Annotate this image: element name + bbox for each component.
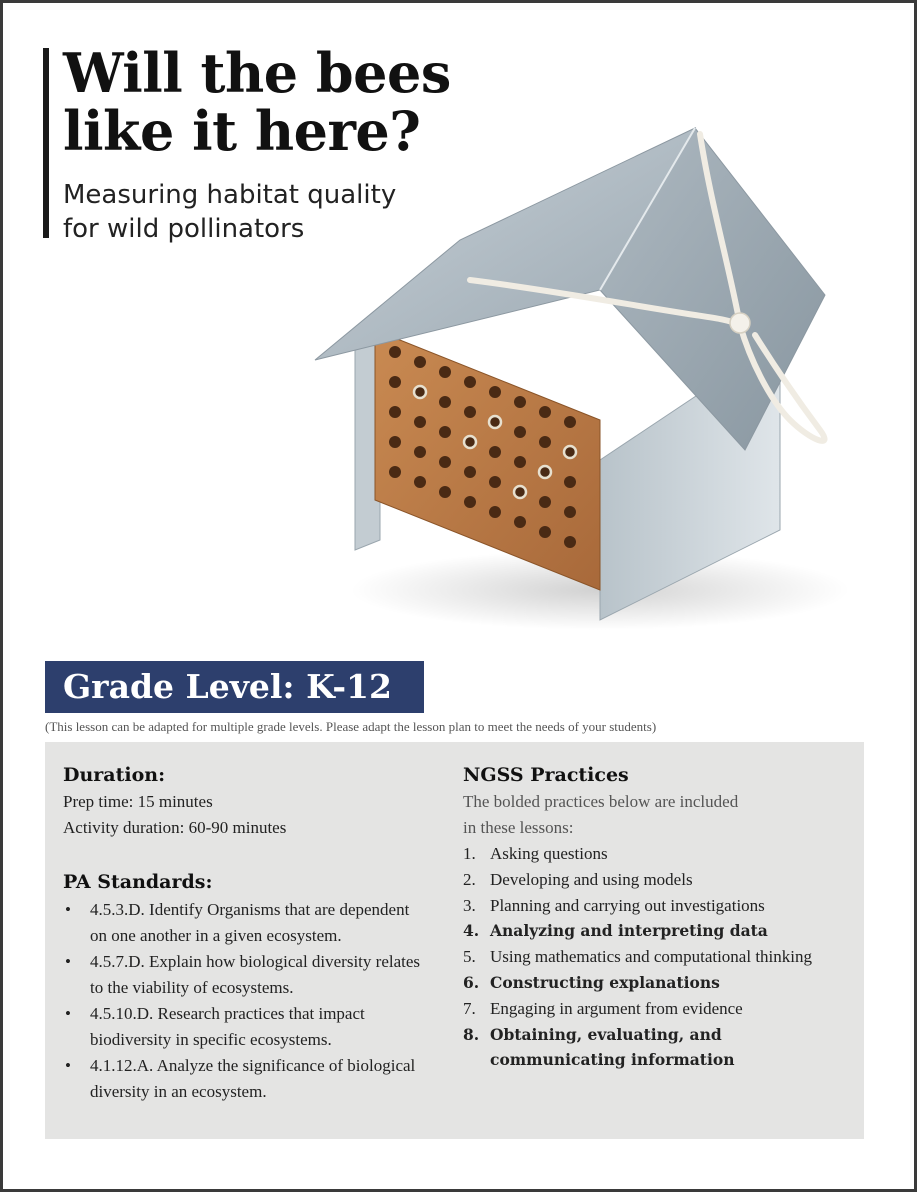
bee-house-illustration — [300, 120, 860, 640]
list-item — [463, 970, 853, 996]
list-item — [463, 918, 853, 944]
list-number: 6. — [463, 972, 480, 992]
list-number: 5. — [463, 947, 476, 967]
list-item — [463, 867, 853, 893]
list-number: 7. — [463, 998, 476, 1018]
list-item: • 4.5.10.D. Research practices that impact biodiversity in specific ecosystems. — [63, 1001, 423, 1053]
list-item — [463, 893, 853, 919]
list-item: • 4.5.3.D. Identify Organisms that are dependent on one another in a given ecosystem. — [63, 897, 423, 949]
list-number: 8. — [463, 1024, 480, 1044]
list-number: 3. — [463, 895, 476, 915]
duration-heading: Duration: — [63, 764, 166, 786]
ngss-intro-line-1: The bolded practices below are included — [463, 792, 739, 811]
ngss-heading: NGSS Practices — [463, 764, 629, 786]
list-item — [463, 841, 853, 867]
grade-level-badge: Grade Level: K-12 — [45, 661, 424, 713]
list-item: • 4.1.12.A. Analyze the significance of biological diversity in an ecosystem. — [63, 1053, 423, 1105]
list-number: 1. — [463, 844, 476, 863]
list-item — [463, 944, 853, 970]
subtitle-line-1: Measuring habitat quality — [63, 180, 397, 210]
list-number: 2. — [463, 869, 476, 889]
title-accent-bar — [43, 48, 49, 238]
pa-standards-list — [63, 897, 423, 1105]
list-text: Planning and carrying out investigations — [490, 895, 765, 915]
list-text: Developing and using models — [490, 869, 693, 889]
list-text: Asking questions — [490, 844, 608, 863]
list-number: 4. — [463, 921, 480, 941]
title-line-1: Will the bees — [63, 41, 451, 105]
list-text: Obtaining, evaluating, and communicating information — [490, 1024, 735, 1070]
list-text: Using mathematics and computational thinking — [490, 947, 812, 967]
list-item: • 4.5.7.D. Explain how biological diversity relates to the viability of ecosystems. — [63, 949, 423, 1001]
lesson-info-panel — [45, 742, 864, 1139]
right-column — [463, 764, 853, 1073]
ngss-practices-list — [463, 841, 853, 1073]
left-column — [63, 764, 423, 1105]
list-text: Constructing explanations — [490, 972, 720, 992]
list-item — [463, 1022, 853, 1074]
title-line-2: like it here? — [63, 99, 421, 163]
list-text: Analyzing and interpreting data — [490, 921, 768, 941]
list-text: Engaging in argument from evidence — [490, 998, 743, 1018]
activity-duration: Activity duration: 60-90 minutes — [63, 818, 287, 837]
list-item — [463, 996, 853, 1022]
prep-time: Prep time: 15 minutes — [63, 792, 213, 811]
grade-level-note: (This lesson can be adapted for multiple grade levels. Please adapt the lesson plan to meet the needs of your students) — [45, 719, 657, 734]
pa-standards-heading: PA Standards: — [63, 871, 213, 893]
subtitle-line-2: for wild pollinators — [63, 214, 305, 244]
ngss-intro-line-2: in these lessons: — [463, 818, 574, 837]
